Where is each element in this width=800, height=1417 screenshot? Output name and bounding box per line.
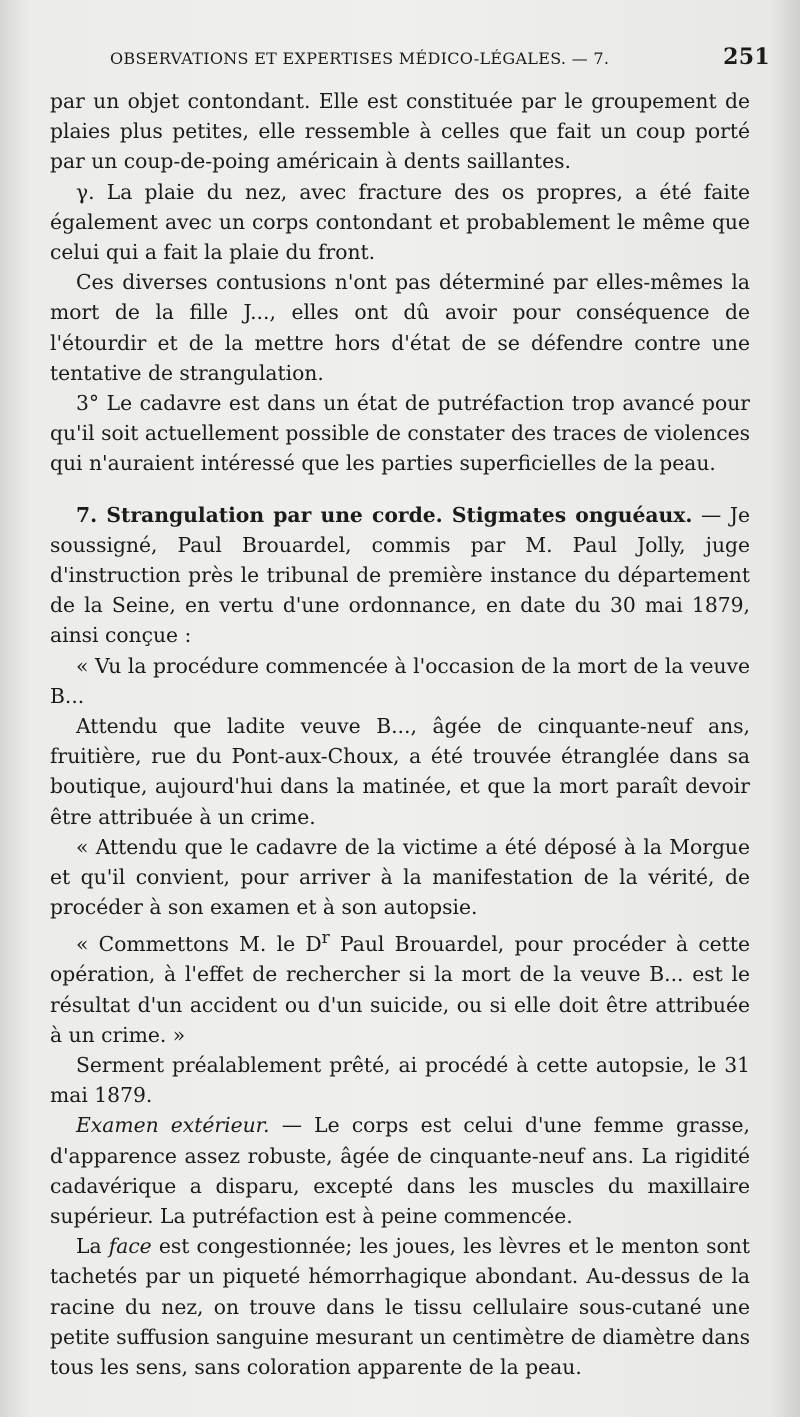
body-text <box>50 86 750 1382</box>
section-heading: 7. Strangulation par une corde. Stigmates onguéaux. <box>76 502 693 527</box>
paragraph-10: Serment préalablement prêté, ai procédé à cette autopsie, le 31 mai 1879. <box>50 1053 750 1108</box>
section-body: — Je soussigné, Paul Brouardel, commis par M. Paul Jolly, juge d'instruction près le tribunal de première instance du département de la Seine, en vertu d'une ordonnance, en date du 30 mai 1879, ainsi conçue : <box>50 502 750 648</box>
paragraph-12-end: est congestionnée; les joues, les lèvres et le menton sont tachetés par un piqueté hémorrhagique abondant. Au-dessus de la racine du nez, on trouve dans le tissu cellulaire sous-cutané une petite suffusion sanguine mesurant un centimètre de diamètre dans tous les sens, sans coloration apparente de la peau. <box>50 1234 750 1380</box>
running-header <box>110 44 770 70</box>
paragraph-9-start: « Commettons M. le D <box>76 932 322 957</box>
paragraph-3: Ces diverses contusions n'ont pas déterminé par elles-mêmes la mort de la fille J..., elles ont dû avoir pour conséquence de l'étourdir et de la mettre hors d'état de se défendre contre une tentative de strangulation. <box>50 270 750 385</box>
exam-body: — Le corps est celui d'une femme grasse, d'apparence assez robuste, âgée de cinquante-neuf ans. La rigidité cadavérique a disparu, excepté dans les muscles du maxillaire supérieur. La putréfaction est à peine commencée. <box>50 1113 750 1229</box>
paragraph-2: γ. La plaie du nez, avec fracture des os propres, a été faite également avec un corps contondant et probablement le même que celui qui a fait la plaie du front. <box>50 179 750 265</box>
paragraph-9 <box>50 922 750 1050</box>
paragraph-12 <box>50 1231 750 1382</box>
paragraph-6: « Vu la procédure commencée à l'occasion de la mort de la veuve B... <box>50 653 750 708</box>
doctor-abbrev-sup: r <box>321 927 330 948</box>
paragraph-5 <box>50 500 750 651</box>
paragraph-9-end: Paul Brouardel, pour procéder à cette opération, à l'effet de rechercher si la mort de la veuve B... est le résultat d'un accident ou d'un suicide, ou si elle doit être attribuée à un crime. » <box>50 932 750 1047</box>
paragraph-8: « Attendu que le cadavre de la victime a été déposé à la Morgue et qu'il convient, pour arriver à la manifestation de la vérité, de procéder à son examen et à son autopsie. <box>50 834 750 920</box>
paragraph-11 <box>50 1110 750 1231</box>
paragraph-1: par un objet contondant. Elle est constituée par le groupement de plaies plus petites, elle ressemble à celles que fait un coup porté par un coup-de-poing américain à dents saillantes. <box>50 89 750 174</box>
page-number: 251 <box>723 44 770 70</box>
paragraph-7: Attendu que ladite veuve B..., âgée de cinquante-neuf ans, fruitière, rue du Pont-aux-Choux, a été trouvée étranglée dans sa boutique, aujourd'hui dans la matinée, et que la mort paraît devoir être attribuée à un crime. <box>50 714 750 829</box>
running-title: OBSERVATIONS ET EXPERTISES MÉDICO-LÉGALES. — 7. <box>110 49 610 68</box>
paragraph-4: 3° Le cadavre est dans un état de putréfaction trop avancé pour qu'il soit actuellement possible de constater des traces de violences qui n'auraient intéressé que les parties superficielles de la peau. <box>50 391 750 476</box>
face-word: face <box>108 1234 152 1259</box>
exam-label: Examen extérieur. <box>76 1113 270 1138</box>
paragraph-12-start: La <box>76 1234 109 1259</box>
